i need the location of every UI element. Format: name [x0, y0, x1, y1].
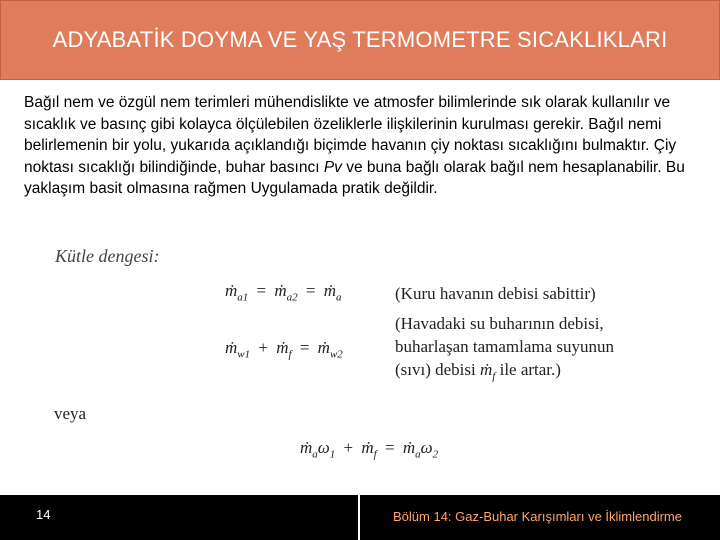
- chapter-label: Bölüm 14: Gaz-Buhar Karışımları ve İklimlendirme: [393, 509, 682, 524]
- equation-dry-air: ṁ$_{a1}$ = ṁ$_{a2}$ = ṁ$_a$: [225, 281, 342, 304]
- or-label: veya: [54, 404, 87, 423]
- equation-water: ṁ$_{w1}$ + ṁ$_f$ = ṁ$_{w2}$: [225, 338, 343, 361]
- footer-right: [360, 495, 720, 540]
- paragraph-part-b: ve buna bağlı olarak bağıl nem hesaplanabilir. Bu yaklaşım basit olmasına rağmen Uygulamada pratik değildir.: [24, 158, 685, 197]
- paragraph-pv: Pv: [323, 158, 342, 176]
- equation-combined: $ṁ_a\omega_1$ + ṁ$_f$ = $ṁ_a\omega_2$: [300, 438, 439, 461]
- note-dry-air: (Kuru havanın debisi sabittir): [395, 284, 596, 303]
- footer-left: [0, 495, 358, 540]
- title-bar: [0, 0, 720, 80]
- slide-number: 14: [36, 507, 51, 522]
- body-paragraph: [24, 92, 714, 200]
- mass-balance-label: Kütle dengesi:: [55, 246, 160, 266]
- slide-title: ADYABATİK DOYMA VE YAŞ TERMOMETRE SICAKLIKLARI: [52, 27, 668, 52]
- note-water-vapor: (Havadaki su buharının debisi, buharlaşan tamamlama suyunun (sıvı) debisi ṁ$_f$ ile artar.): [395, 314, 615, 383]
- paragraph-part-a: Bağıl nem ve özgül nem terimleri mühendislikte ve atmosfer bilimlerinde sık olarak kullanılır ve sıcaklık ve basınç gibi kolayca ölçülebilen özeliklerle ilişkilerinin kurulması gerekir. Bağıl nemi belirlemenin bir yolu, yukarıda açıklandığı biçimde havanın çiy noktası sıcaklığını bulmaktır. Çiy noktası sıcaklığı bilindiğinde, buhar basıncı: [24, 94, 677, 176]
